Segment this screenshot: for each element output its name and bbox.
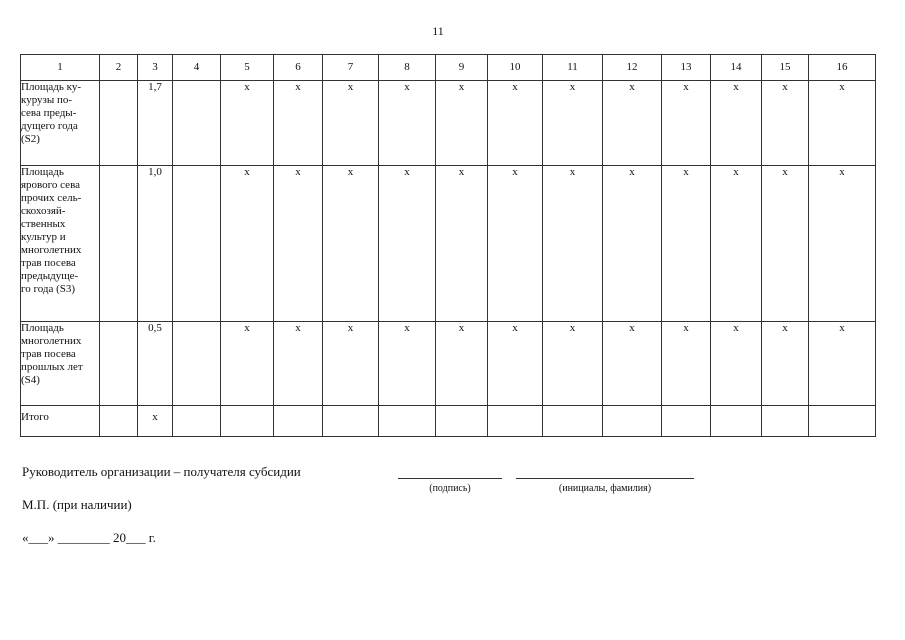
cell-col4 (173, 322, 221, 406)
cell-col3: 1,7 (138, 81, 173, 166)
subsidy-table (20, 54, 876, 437)
column-header: 16 (809, 55, 876, 81)
cell-mark: x (809, 166, 876, 322)
cell-mark: x (662, 322, 711, 406)
cell-mark: x (543, 322, 603, 406)
cell-col2 (100, 166, 138, 322)
cell-mark: x (274, 322, 323, 406)
row-label-line: многолетних (21, 335, 82, 347)
cell-mark (662, 406, 711, 437)
row-label (21, 166, 100, 322)
cell-mark: x (488, 81, 543, 166)
row-label-line: курузы по- (21, 94, 73, 106)
column-header: 1 (21, 55, 100, 81)
column-header: 10 (488, 55, 543, 81)
cell-col4 (173, 406, 221, 437)
cell-col2 (100, 406, 138, 437)
cell-mark: x (274, 166, 323, 322)
row-label-line: скохозяй- (21, 205, 66, 217)
stamp-label: М.П. (при наличии) (22, 497, 132, 512)
cell-mark: x (762, 166, 809, 322)
cell-mark: x (662, 81, 711, 166)
column-header: 2 (100, 55, 138, 81)
row-label-line: прочих сель- (21, 192, 82, 204)
row-label (21, 406, 100, 437)
cell-mark: x (436, 322, 488, 406)
column-header: 14 (711, 55, 762, 81)
page-number: 11 (432, 24, 444, 38)
cell-mark (488, 406, 543, 437)
column-header: 7 (323, 55, 379, 81)
cell-col3: 1,0 (138, 166, 173, 322)
row-label-line: Площадь (21, 166, 64, 178)
column-header: 11 (543, 55, 603, 81)
cell-mark: x (711, 322, 762, 406)
cell-mark (274, 406, 323, 437)
cell-mark: x (543, 81, 603, 166)
cell-col2 (100, 322, 138, 406)
row-label-line: ственных (21, 218, 66, 230)
cell-mark: x (762, 322, 809, 406)
cell-mark: x (603, 81, 662, 166)
table-row (21, 322, 876, 406)
row-label-line: Площадь ку- (21, 81, 82, 93)
row-label (21, 322, 100, 406)
cell-mark (809, 406, 876, 437)
table-row (21, 166, 876, 322)
signature-line (398, 478, 502, 479)
column-header: 13 (662, 55, 711, 81)
cell-mark: x (488, 166, 543, 322)
cell-mark (323, 406, 379, 437)
cell-mark: x (323, 166, 379, 322)
cell-mark (711, 406, 762, 437)
row-label-line: прошлых лет (21, 361, 83, 373)
cell-mark: x (221, 166, 274, 322)
table-row-total (21, 406, 876, 437)
cell-mark: x (221, 81, 274, 166)
column-header: 9 (436, 55, 488, 81)
cell-mark (379, 406, 436, 437)
column-header: 6 (274, 55, 323, 81)
column-header: 15 (762, 55, 809, 81)
cell-mark (603, 406, 662, 437)
cell-mark: x (221, 322, 274, 406)
row-label-line: трав посева (21, 348, 76, 360)
cell-mark: x (323, 322, 379, 406)
row-label-line: сева преды- (21, 107, 77, 119)
cell-mark: x (436, 166, 488, 322)
cell-mark (221, 406, 274, 437)
name-line (516, 478, 694, 479)
row-label-line: Итого (21, 411, 49, 423)
cell-mark: x (809, 81, 876, 166)
column-header: 4 (173, 55, 221, 81)
name-caption: (инициалы, фамилия) (558, 483, 652, 494)
cell-mark: x (662, 166, 711, 322)
cell-mark: x (488, 322, 543, 406)
row-label-line: дущего года (21, 120, 78, 132)
cell-mark: x (323, 81, 379, 166)
column-header: 8 (379, 55, 436, 81)
column-header: 5 (221, 55, 274, 81)
header-row (21, 55, 876, 81)
cell-mark (543, 406, 603, 437)
cell-mark: x (274, 81, 323, 166)
organization-head-label: Руководитель организации – получателя субсидии (22, 464, 301, 479)
row-label-line: го года (S3) (21, 283, 76, 295)
cell-mark: x (543, 166, 603, 322)
cell-mark: x (379, 166, 436, 322)
column-header: 3 (138, 55, 173, 81)
row-label-line: Площадь (21, 322, 64, 334)
cell-col3: 0,5 (138, 322, 173, 406)
cell-mark: x (603, 322, 662, 406)
cell-mark (762, 406, 809, 437)
row-label-line: трав посева (21, 257, 76, 269)
row-label-line: культур и (21, 231, 66, 243)
row-label-line: (S4) (21, 374, 40, 386)
row-label-line: многолетних (21, 244, 82, 256)
cell-col4 (173, 166, 221, 322)
cell-mark: x (711, 81, 762, 166)
row-label-line: предыдуще- (21, 270, 79, 282)
column-header: 12 (603, 55, 662, 81)
table-row (21, 81, 876, 166)
cell-mark: x (379, 322, 436, 406)
cell-mark: x (603, 166, 662, 322)
cell-mark (436, 406, 488, 437)
cell-mark: x (379, 81, 436, 166)
cell-col3: x (138, 406, 173, 437)
row-label-line: (S2) (21, 133, 40, 145)
cell-col2 (100, 81, 138, 166)
cell-mark: x (711, 166, 762, 322)
cell-col4 (173, 81, 221, 166)
signature-caption: (подпись) (429, 483, 471, 494)
cell-mark: x (436, 81, 488, 166)
row-label (21, 81, 100, 166)
cell-mark: x (809, 322, 876, 406)
date-line: «___» ________ 20___ г. (22, 530, 156, 545)
cell-mark: x (762, 81, 809, 166)
row-label-line: ярового сева (21, 179, 80, 191)
